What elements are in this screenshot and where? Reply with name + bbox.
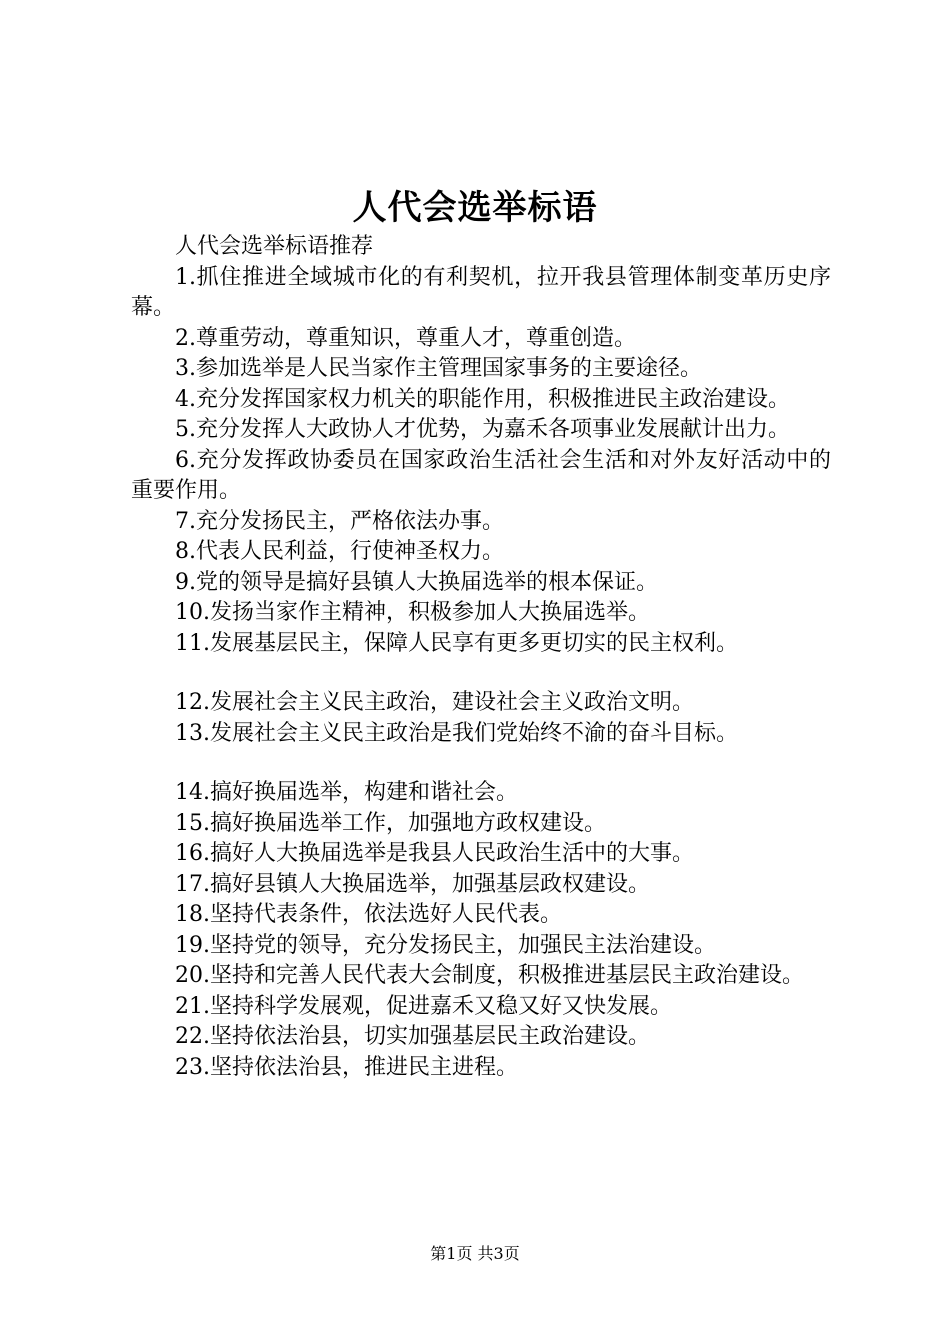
page-footer: 第1页 共3页 xyxy=(430,1244,520,1263)
slogan-item: 4.充分发挥国家权力机关的职能作用，积极推进民主政治建设。 xyxy=(175,386,790,412)
slogan-item: 7.充分发扬民主，严格依法办事。 xyxy=(175,508,504,534)
slogan-item: 3.参加选举是人民当家作主管理国家事务的主要途径。 xyxy=(175,356,702,381)
slogan-item: 12.发展社会主义民主政治，建设社会主义政治文明。 xyxy=(175,690,694,715)
document-title: 人代会选举标语 xyxy=(352,188,598,228)
slogan-item: 6.充分发挥政协委员在国家政治生活社会生活和对外友好活动中的重要作用。 xyxy=(131,447,831,503)
slogan-item: 14.搞好换届选举，构建和谐社会。 xyxy=(175,780,518,805)
slogan-item: 5.充分发挥人大政协人才优势，为嘉禾各项事业发展献计出力。 xyxy=(175,417,790,442)
slogan-item: 15.搞好换届选举工作，加强地方政权建设。 xyxy=(175,810,606,836)
slogan-item: 21.坚持科学发展观，促进嘉禾又稳又好又快发展。 xyxy=(175,993,672,1019)
slogan-item: 23.坚持依法治县，推进民主进程。 xyxy=(175,1054,518,1080)
slogan-item: 19.坚持党的领导，充分发扬民主，加强民主法治建设。 xyxy=(175,932,716,958)
slogan-item: 17.搞好县镇人大换届选举，加强基层政权建设。 xyxy=(175,871,650,897)
document-body xyxy=(131,232,831,1083)
document-subtitle: 人代会选举标语推荐 xyxy=(175,234,374,259)
slogan-item: 22.坚持依法治县，切实加强基层民主政治建设。 xyxy=(175,1024,650,1049)
slogan-item: 11.发展基层民主，保障人民享有更多更切实的民主权利。 xyxy=(175,630,738,656)
slogan-item: 18.坚持代表条件，依法选好人民代表。 xyxy=(175,902,562,927)
slogan-item: 2.尊重劳动，尊重知识，尊重人才，尊重创造。 xyxy=(175,325,636,351)
slogan-item: 13.发展社会主义民主政治是我们党始终不渝的奋斗目标。 xyxy=(175,720,738,746)
slogan-item: 10.发扬当家作主精神，积极参加人大换届选举。 xyxy=(175,600,650,625)
slogan-item: 16.搞好人大换届选举是我县人民政治生活中的大事。 xyxy=(175,841,694,866)
slogan-item: 8.代表人民利益，行使神圣权力。 xyxy=(175,539,504,564)
slogan-item: 20.坚持和完善人民代表大会制度，积极推进基层民主政治建设。 xyxy=(175,963,804,988)
slogan-item: 1.抓住推进全域城市化的有利契机，拉开我县管理体制变革历史序幕。 xyxy=(131,264,831,320)
slogan-item: 9.党的领导是搞好县镇人大换届选举的根本保证。 xyxy=(175,569,658,595)
